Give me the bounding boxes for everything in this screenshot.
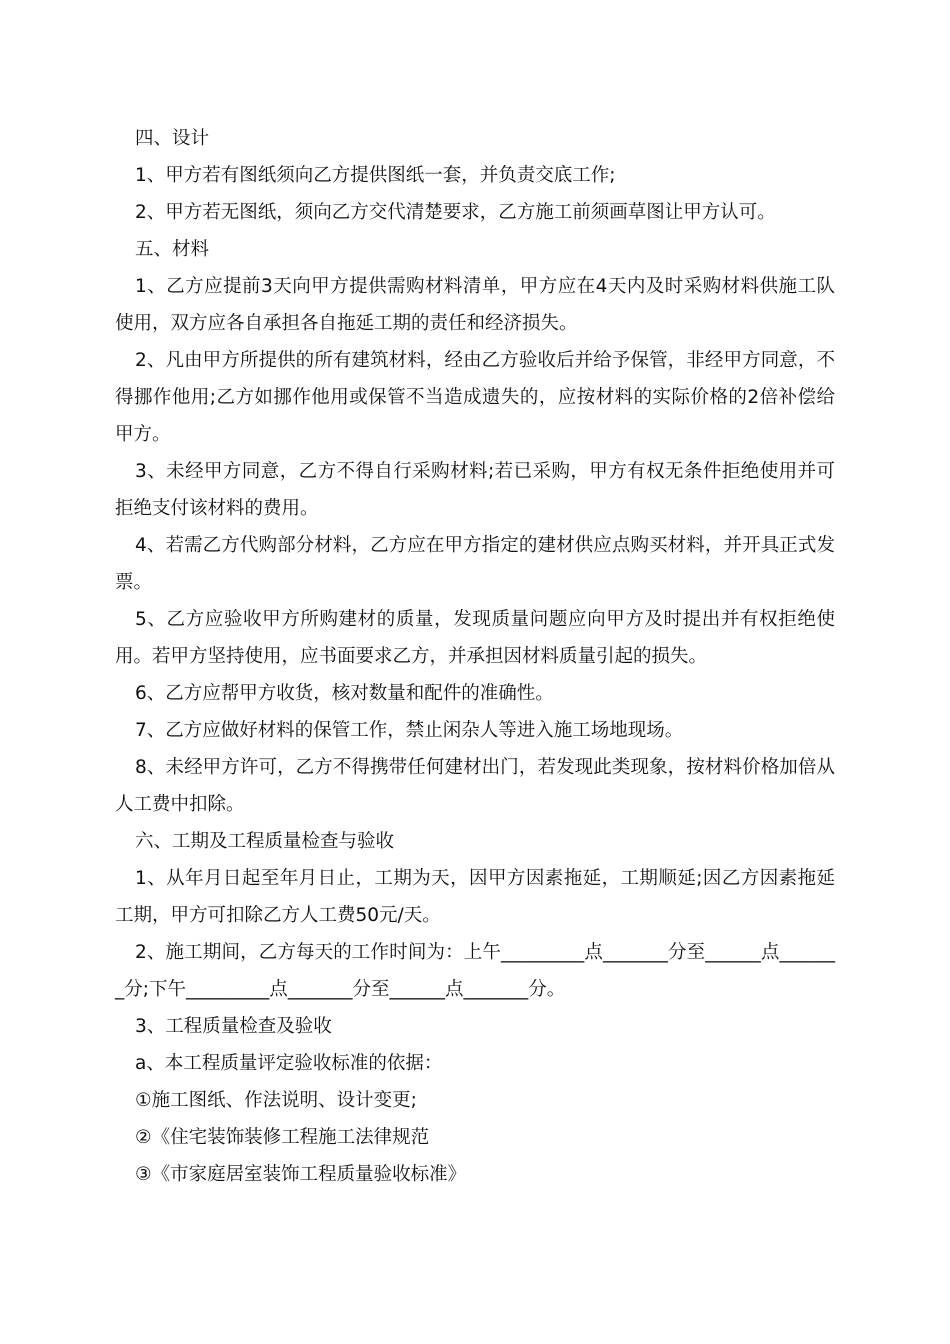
clause-paragraph-work-hours: 2、施工期间，乙方每天的工作时间为：上午_________点_______分至______点_______分;下午_________点_______分至______点_______分。 — [115, 942, 835, 1000]
document-body — [115, 120, 835, 1193]
clause-paragraph: 7、乙方应做好材料的保管工作，禁止闲杂人等进入施工场地现场。 — [135, 720, 684, 741]
section-heading-design: 四、设计 — [135, 128, 210, 149]
clause-paragraph: 2、凡由甲方所提供的所有建筑材料，经由乙方验收后并给予保管，非经甲方同意，不得挪作他用;乙方如挪作他用或保管不当造成遗失的，应按材料的实际价格的2倍补偿给甲方。 — [115, 350, 835, 445]
clause-paragraph: 3、未经甲方同意，乙方不得自行采购材料;若已采购，甲方有权无条件拒绝使用并可拒绝支付该材料的费用。 — [115, 461, 835, 519]
clause-paragraph: 1、甲方若有图纸须向乙方提供图纸一套，并负责交底工作; — [135, 165, 616, 186]
clause-paragraph: 2、甲方若无图纸，须向乙方交代清楚要求，乙方施工前须画草图让甲方认可。 — [135, 202, 776, 223]
section-heading-materials: 五、材料 — [135, 239, 210, 260]
list-item: ①施工图纸、作法说明、设计变更; — [135, 1090, 417, 1111]
list-item: ②《住宅装饰装修工程施工法律规范 — [135, 1127, 430, 1148]
clause-paragraph: a、本工程质量评定验收标准的依据： — [135, 1053, 443, 1074]
list-item: ③《市家庭居室装饰工程质量验收标准》 — [135, 1164, 467, 1185]
clause-paragraph: 4、若需乙方代购部分材料，乙方应在甲方指定的建材供应点购买材料，并开具正式发票。 — [115, 535, 835, 593]
clause-paragraph: 6、乙方应帮甲方收货，核对数量和配件的准确性。 — [135, 683, 554, 704]
clause-paragraph: 1、乙方应提前3天向甲方提供需购材料清单，甲方应在4天内及时采购材料供施工队使用，双方应各自承担各自拖延工期的责任和经济损失。 — [115, 276, 835, 334]
clause-paragraph: 8、未经甲方许可，乙方不得携带任何建材出门，若发现此类现象，按材料价格加倍从人工费中扣除。 — [115, 757, 835, 815]
clause-paragraph: 1、从年月日起至年月日止，工期为天，因甲方因素拖延，工期顺延;因乙方因素拖延工期，甲方可扣除乙方人工费50元/天。 — [115, 868, 835, 926]
clause-paragraph: 3、工程质量检查及验收 — [135, 1016, 332, 1037]
clause-paragraph: 5、乙方应验收甲方所购建材的质量，发现质量问题应向甲方及时提出并有权拒绝使用。若甲方坚持使用，应书面要求乙方，并承担因材料质量引起的损失。 — [115, 609, 835, 667]
section-heading-schedule-quality: 六、工期及工程质量检查与验收 — [135, 831, 395, 852]
